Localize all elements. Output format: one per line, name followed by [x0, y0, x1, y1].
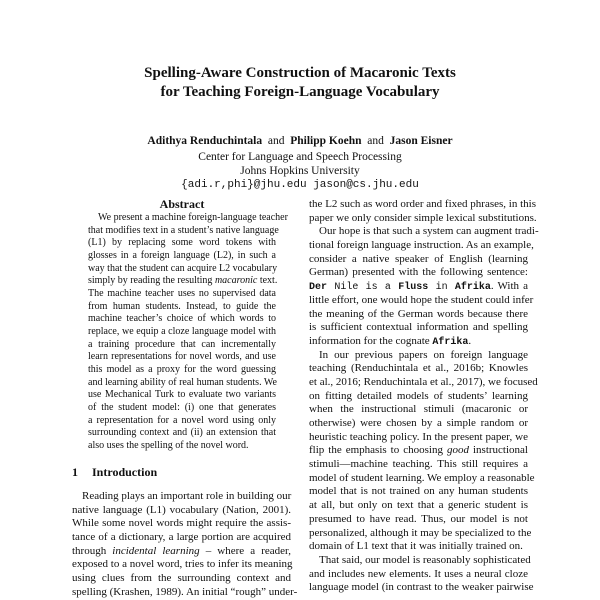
text-run: the meaning of the German words because there: [309, 307, 528, 320]
university: Johns Hopkins University: [240, 165, 360, 177]
text-run: stimuli—machine teaching. This still requires a: [309, 458, 528, 471]
text-line: [309, 280, 528, 294]
text-run: (L1) by replacing some word tokens with: [88, 237, 276, 249]
text-run: tance of a dictionary, a large portion are acquired: [72, 531, 291, 544]
text-line: [72, 490, 291, 504]
text-line: [309, 266, 528, 280]
text-line: [88, 364, 276, 377]
author-separator: and: [367, 135, 384, 147]
text-line: [309, 239, 534, 253]
code-text: Afrika: [432, 336, 469, 348]
text-run: personalized, although it may be specialized to the: [309, 526, 532, 539]
text-line: [309, 253, 528, 267]
text-line: [88, 313, 276, 326]
text-line: [88, 250, 276, 263]
text-line: [309, 417, 528, 431]
text-line: [88, 427, 276, 440]
text-run: glosses in a foreign language (L2), in such a: [88, 249, 276, 261]
text-line: [309, 362, 528, 376]
text-run: this model as a proxy for the word guessing: [88, 363, 276, 375]
text-run: The machine teacher uses no supervised data: [88, 287, 276, 299]
text-run: a training procedure that can incrementally: [88, 338, 276, 350]
text-run: a representation for a novel word using only: [88, 414, 276, 426]
text-run: little effort, one would hope the student could infer: [309, 293, 534, 306]
text-line: [309, 308, 528, 322]
author-name: Philipp Koehn: [290, 135, 362, 147]
text-run: exposed to a novel word, tries to infer its meaning: [72, 558, 293, 571]
text-run: that modifies text in a student’s native language: [88, 224, 279, 236]
text-line: [309, 471, 535, 486]
section-title: Introduction: [92, 465, 158, 479]
text-run: language model (in contrast to the weaker pairwise: [309, 581, 534, 594]
author-separator: and: [267, 135, 285, 147]
affiliation: Center for Language and Speech Processing: [198, 151, 402, 163]
text-run: instructional: [468, 444, 528, 457]
text-line: [72, 585, 298, 600]
text-line: [88, 326, 276, 339]
text-run: through: [72, 544, 113, 557]
text-run: consider a native speaker of English (learning: [309, 252, 528, 265]
code-text: Fluss: [398, 282, 429, 294]
text-run: presumed to have read. Thus, our model is not: [309, 512, 528, 525]
text-run: Reading plays an important role in building our: [82, 490, 292, 502]
text-line: [72, 517, 291, 531]
text-run: and includes new elements. It uses a neural cloze: [309, 567, 528, 580]
text-line: [88, 440, 276, 453]
text-line: [309, 553, 531, 568]
text-line: [72, 572, 291, 586]
text-run: model of student learning. We employ a reasonable: [309, 471, 535, 484]
text-line: [88, 351, 276, 364]
section-heading: [72, 465, 157, 480]
text-line: [309, 225, 539, 239]
text-run: from human students. Instead, to guide the: [88, 300, 276, 312]
text-run: text.: [257, 275, 278, 287]
paper-title-line-2: for Teaching Foreign-Language Vocabulary: [160, 84, 440, 100]
text-run: teaching (Renduchintala et al., 2016b; Knowles: [309, 362, 528, 375]
text-line: [88, 224, 279, 238]
text-line: [309, 211, 537, 226]
intro-column-left: [72, 490, 298, 600]
text-line: [72, 504, 291, 518]
code-text: Der: [309, 282, 328, 294]
text-line: [309, 485, 528, 499]
text-run: on fitting detailed models of students’ learning: [309, 389, 528, 402]
text-run: information for the cognate: [309, 334, 433, 347]
text-run: machine teacher’s choice of which words to: [88, 313, 276, 325]
text-run: In our previous papers on foreign language: [319, 348, 528, 361]
author-name: Adithya Renduchintala: [147, 135, 263, 147]
text-line: [309, 526, 532, 541]
code-text: Nile is a: [327, 282, 399, 294]
text-run: of the student model: (i) one that generates: [88, 401, 276, 413]
text-line: [309, 198, 536, 212]
text-run: flip the emphasis to choosing: [309, 444, 447, 457]
text-run: paper we only consider simple lexical substitutions.: [309, 211, 537, 224]
text-line: [309, 349, 528, 363]
text-run: otherwise) were chosen by a simple random or: [309, 417, 528, 429]
code-text: in: [428, 282, 455, 294]
text-run: Our hope is that such a system can augment tradi-: [319, 225, 539, 238]
text-line: [88, 212, 288, 225]
text-run: also uses the spelling of the novel word.: [88, 439, 249, 451]
code-text: Afrika: [454, 282, 491, 294]
text-run: learn representations for novel words, and use: [88, 351, 276, 363]
text-run: use Mechanical Turk to evaluate two variants: [88, 389, 276, 401]
text-line: [309, 403, 528, 417]
emphasized-text: macaronic: [214, 275, 258, 287]
abstract-heading: Abstract: [159, 197, 205, 211]
text-line: [72, 531, 291, 545]
author-emails: {adi.r,phi}@jhu.edu jason@cs.jhu.edu: [181, 179, 419, 191]
text-run: spelling (Krashen, 1989). An initial “rough” under-: [72, 585, 298, 598]
text-run: domain of L1 text that it was initially trained on.: [309, 540, 523, 553]
text-run: .: [468, 334, 472, 347]
text-run: when the instructional stimuli (macaronic or: [309, 403, 528, 416]
text-run: German) presented with the following sentence:: [309, 266, 528, 279]
author-name: Jason Eisner: [389, 135, 453, 147]
abstract-body: [88, 212, 288, 452]
paper-title-line-1: Spelling-Aware Construction of Macaronic Texts: [144, 65, 456, 81]
text-run: et al., 2016; Renduchintala et al., 2017), we focused: [309, 375, 538, 388]
text-line: [309, 390, 528, 404]
text-run: using clues from the surrounding context and: [72, 572, 291, 585]
section-number: 1: [72, 465, 78, 479]
text-run: heuristic teaching policy. In the present paper, we: [309, 430, 528, 443]
text-run: native language (L1) vocabulary (Nation, 2001).: [72, 503, 291, 516]
text-line: [309, 458, 528, 472]
text-run: – where a reader,: [199, 544, 291, 557]
text-line: [309, 444, 528, 458]
text-run: the L2 such as word order and fixed phrases, in this: [309, 198, 536, 210]
emphasized-text: incidental learning: [112, 544, 200, 557]
text-line: [72, 558, 291, 572]
text-run: replace, we equip a cloze language model with: [88, 325, 276, 337]
text-line: [88, 275, 276, 288]
text-line: [88, 377, 276, 390]
text-line: [309, 431, 528, 445]
text-run: and learning ability of real human students. We: [88, 376, 277, 388]
text-line: [309, 540, 528, 554]
text-run: We present a machine foreign-language teacher: [98, 212, 288, 223]
text-line: [88, 415, 276, 428]
text-run: model that is not trained on any human students: [309, 485, 528, 498]
text-line: [88, 389, 276, 402]
text-line: [88, 402, 276, 415]
text-run: surrounding context and (ii) an extension that: [88, 427, 276, 439]
text-run: is sufficient contextual information and spelling: [309, 321, 528, 334]
author-list: [0, 135, 600, 147]
text-line: [72, 545, 291, 559]
text-run: simply by reading the resulting: [88, 275, 215, 287]
text-run: That said, our model is reasonably sophisticated: [319, 553, 531, 566]
text-line: [309, 335, 528, 349]
text-run: at all, but only on text that a generic student is: [309, 499, 528, 512]
text-line: [88, 301, 276, 314]
emphasized-text: good: [446, 444, 469, 457]
intro-column-right: [309, 198, 539, 595]
text-line: [309, 375, 538, 390]
text-run: tional foreign language instruction. As an example,: [309, 239, 534, 252]
text-line: [309, 499, 528, 513]
text-run: way that the student can acquire L2 vocabulary: [88, 262, 278, 274]
text-line: [309, 568, 528, 582]
text-line: [88, 288, 276, 301]
text-line: [309, 321, 528, 335]
text-line: [309, 293, 534, 308]
text-line: [309, 581, 534, 595]
text-run: . With a: [490, 280, 528, 293]
text-line: [309, 513, 528, 527]
text-line: [88, 339, 276, 352]
text-line: [88, 263, 276, 276]
text-line: [88, 237, 276, 250]
text-run: While some novel words might require the assis-: [72, 517, 291, 530]
